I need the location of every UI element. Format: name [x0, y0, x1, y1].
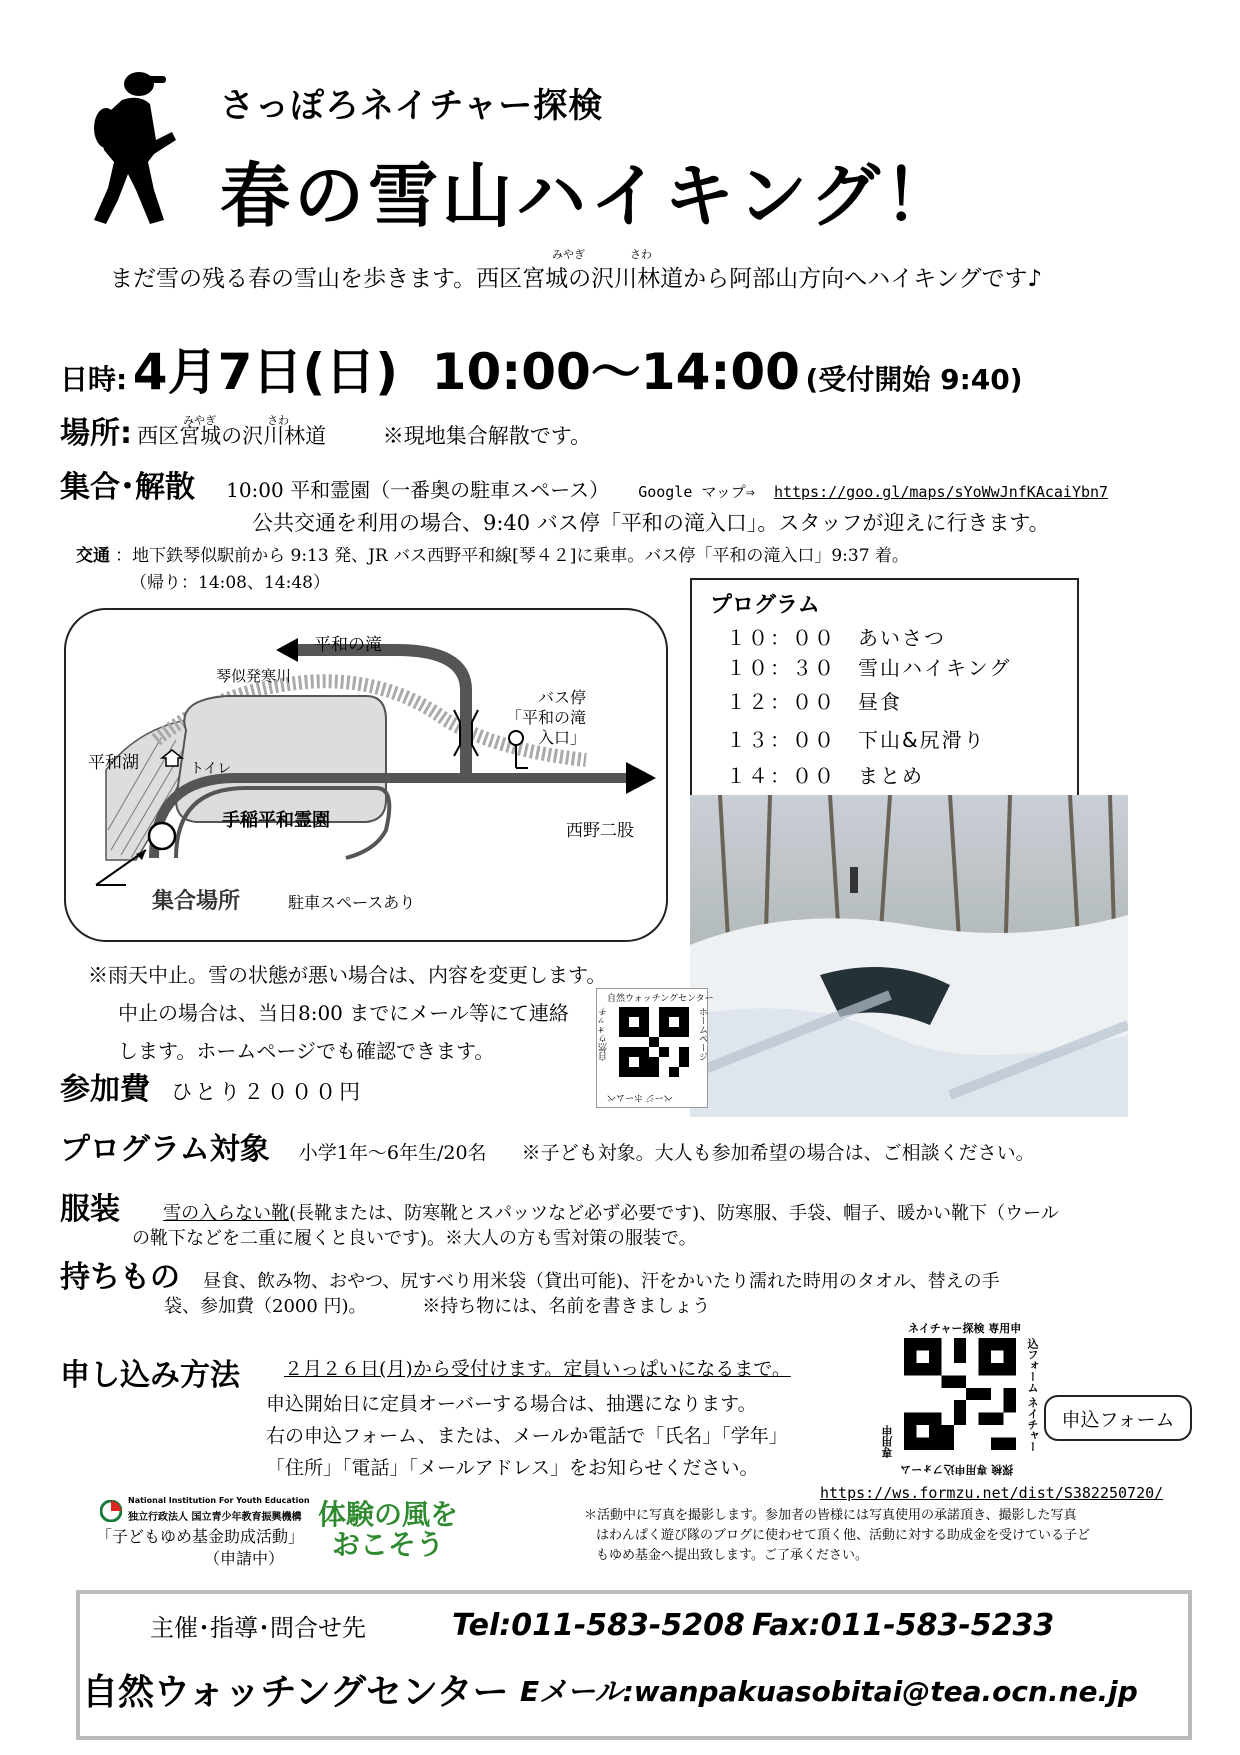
transport-row	[76, 541, 909, 566]
belongings-value: 昼食、飲み物、おやつ、尻すべり用米袋（貸出可能)、汗をかいたり濡れた時用のタオル、替えの手	[203, 1271, 1000, 1292]
meeting-value: 10:00 平和霊園（一番奥の駐車スペース）	[226, 478, 610, 502]
homepage-qr-code[interactable]	[596, 988, 714, 1108]
series-title: さっぽろネイチャー探検	[220, 86, 604, 126]
place-row	[60, 408, 591, 452]
access-map	[64, 608, 668, 942]
datetime-label: 日時:	[60, 363, 128, 396]
program-item: １３：００ 下山&尻滑り	[726, 728, 986, 752]
map-waterfall: 平和の滝	[314, 635, 382, 655]
target-label: プログラム対象	[60, 1132, 270, 1167]
place-value: 西区宮城の沢川林道 みやぎ さわ	[137, 414, 327, 448]
program-item: １２：００ 昼食	[726, 690, 902, 714]
clothing-row	[60, 1184, 1059, 1228]
meeting-label: 集合･解散	[60, 470, 195, 505]
apply-form-callout: 申込フォーム	[1044, 1395, 1192, 1441]
sponsor-status: （申請中）	[204, 1549, 285, 1568]
transport-label: 交通	[76, 546, 110, 566]
apply-line-1: ２月２６日(月)から受付けます。定員いっぱいになるまで。	[284, 1358, 791, 1380]
program-title: プログラム	[710, 593, 820, 618]
place-note: ※現地集合解散です。	[382, 424, 592, 448]
kaze-slogan: 体験の風を おこそう	[318, 1498, 459, 1561]
apply-form-qr-code[interactable]	[880, 1320, 1040, 1478]
ruby-sawa: さわ	[630, 248, 652, 261]
belongings-value-2: 袋、参加費（2000 円)。 ※持ち物には、名前を書きましょう	[164, 1296, 711, 1317]
place-ruby-miyagi: みやぎ	[183, 414, 217, 427]
meeting-row	[60, 462, 1108, 506]
qr-pattern-icon	[904, 1338, 1016, 1450]
qr-top-text: ネイチャー探検 専用申	[908, 1322, 1022, 1335]
map-bus-stop: バス停 「平和の滝 入口」	[506, 688, 587, 747]
map-toilet: トイレ	[190, 761, 232, 777]
qr-small-bottom: ページ ホームペ	[607, 1092, 673, 1102]
contact-tel: Tel:011-583-5208	[452, 1608, 745, 1643]
map-lake: 平和湖	[88, 753, 139, 773]
qr-small-right: ホームページ	[697, 1007, 707, 1061]
target-note: ※子ども対象。大人も参加希望の場合は、ご相談ください。	[521, 1142, 1035, 1164]
apply-lines: 申込開始日に定員オーバーする場合は、抽選になります。 右の申込フォーム、または、メールか電話で「氏名」「学年」 「住所」「電話」「メールアドレス」をお知らせください。	[266, 1393, 788, 1479]
transport-return: （帰り：14:08、14:48）	[130, 573, 330, 593]
qr-small-left: 自然ウォッチ	[599, 1007, 609, 1061]
contact-label: 主催･指導･問合せ先	[150, 1614, 366, 1642]
weather-notes: ※雨天中止。雪の状態が悪い場合は、内容を変更します。 中止の場合は、当日8:00 までにメール等にて連絡 します。ホームページでも確認できます。	[88, 963, 607, 1063]
clothing-value-2: の靴下などを二重に履くと良いです)。※大人の方も雪対策の服装で。	[132, 1228, 697, 1249]
transport-value: ：地下鉄琴似駅前から 9:13 発、JR バス西野平和線[琴４２]に乗車。バス停「平和の滝入口」9:37 着。	[115, 546, 909, 566]
datetime-row	[60, 332, 1023, 404]
snow-forest-photo	[690, 795, 1128, 1117]
clothing-value: (長靴または、防寒靴とスパッツなど必ず必要です)、防寒服、手袋、帽子、暖かい靴下（ウール	[289, 1203, 1059, 1224]
target-row	[60, 1124, 1035, 1168]
google-maps-link[interactable]: https://goo.gl/maps/sYoWwJnfKAcaiYbn7	[773, 483, 1109, 501]
page-title: 春の雪山ハイキング！	[220, 155, 958, 237]
place-ruby-sawa: さわ	[267, 414, 290, 427]
belongings-note: ※持ち物には、名前を書きましょう	[422, 1296, 711, 1317]
fee-row	[60, 1064, 363, 1108]
place-label: 場所:	[60, 416, 132, 451]
contact-email[interactable]: Eメール:wanpakuasobitai@tea.ocn.ne.jp	[520, 1675, 1138, 1708]
fee-label: 参加費	[60, 1072, 150, 1107]
map-nishino: 西野二股	[566, 821, 634, 841]
map-cemetery: 手稲平和霊園	[222, 810, 330, 831]
event-date: 4月7日(日)	[132, 343, 399, 401]
hiker-silhouette-icon	[84, 70, 184, 230]
qr-small-top: 自然ウォッチングセンター	[607, 994, 714, 1004]
map-meeting-point: 集合場所	[152, 889, 241, 914]
reception-time: (受付開始 9:40)	[805, 363, 1023, 396]
apply-form-link[interactable]: https://ws.formzu.net/dist/S382250720/	[820, 1484, 1164, 1502]
map-river: 琴似発寒川	[216, 667, 292, 685]
fee-value: ひとり２０００円	[171, 1080, 364, 1104]
belongings-label: 持ちもの	[60, 1260, 180, 1295]
program-item: １０：００ あいさつ	[726, 626, 946, 650]
niye-logo-icon	[100, 1500, 122, 1522]
apply-label: 申し込み方法	[60, 1358, 240, 1393]
belongings-row	[60, 1252, 1000, 1296]
target-value: 小学1年～6年生/20名	[298, 1142, 487, 1164]
program-box	[690, 578, 1079, 812]
map-label: Google マップ⇒	[638, 483, 755, 501]
contact-fax: Fax:011-583-5233	[752, 1608, 1055, 1643]
sponsor-org-en: National Institution For Youth Education	[128, 1496, 310, 1505]
program-item: １０：３０ 雪山ハイキング	[726, 656, 1012, 680]
sponsor-fund: 「子どもゆめ基金助成活動」	[96, 1527, 305, 1546]
clothing-label: 服装	[60, 1192, 120, 1227]
clothing-main: 雪の入らない靴	[163, 1203, 290, 1224]
sponsor-org-jp: 独立行政法人 国立青少年教育振興機構	[128, 1512, 302, 1523]
qr-right-text: 込フォーム ネイチャー	[1026, 1338, 1039, 1452]
qr-bottom-text: 探検 専用申込フォーム	[900, 1463, 1014, 1476]
intro-text: まだ雪の残る春の雪山を歩きます。西区宮城の沢川林道から阿部山方向へハイキングです♪ みやぎ さわ	[110, 248, 1043, 292]
map-parking: 駐車スペースあり	[288, 893, 416, 912]
contact-footer	[76, 1590, 1192, 1740]
photo-usage-note: ＊活動中に写真を撮影します。参加者の皆様には写真使用の承諾頂き、撮影した写真 はわんぱく遊び隊のブログに使わせて頂く他、活動に対する助成金を受けている子ど もゆめ基金へ提出致します。ご了承ください。	[584, 1508, 1091, 1563]
qr-pattern-icon	[619, 1007, 689, 1077]
program-item: １４：００ まとめ	[726, 764, 924, 788]
qr-left-text: 専用申	[881, 1425, 894, 1458]
center-name: 自然ウォッチングセンター	[82, 1672, 509, 1713]
ruby-miyagi: みやぎ	[552, 248, 585, 261]
event-time: 10:00～14:00	[431, 343, 800, 401]
meeting-note: 公共交通を利用の場合、9:40 バス停「平和の滝入口」。スタッフが迎えに行きます。	[252, 511, 1050, 535]
